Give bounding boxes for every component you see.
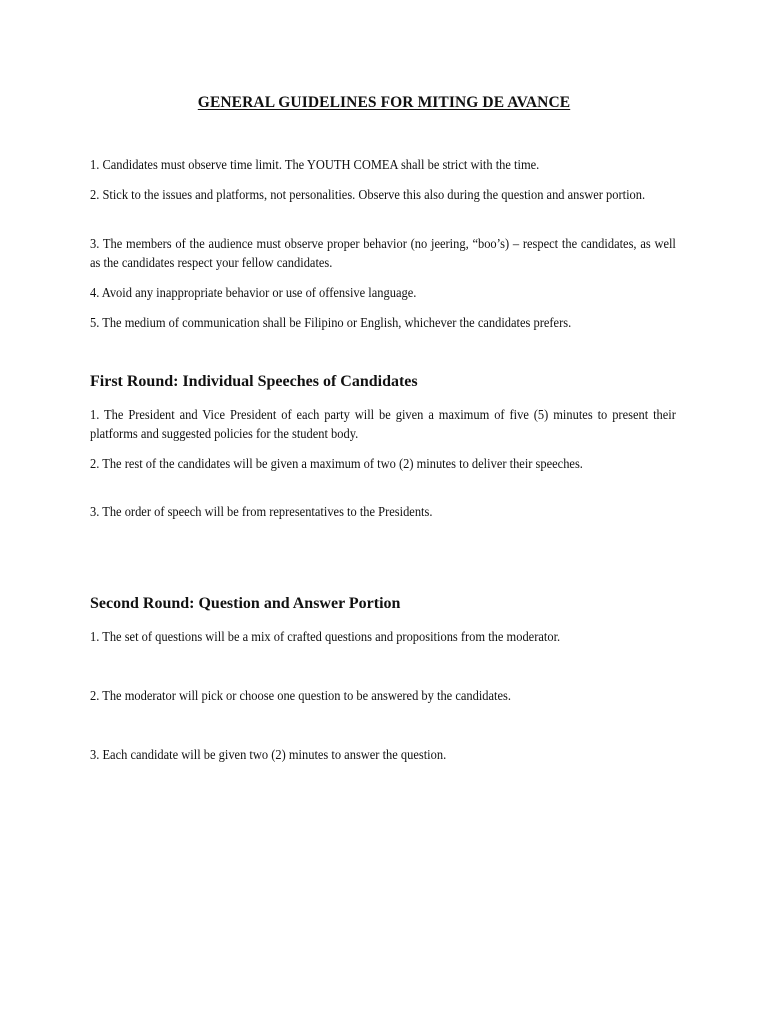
- second-round-heading: Second Round: Question and Answer Portion: [90, 595, 401, 612]
- second-round-item-2: 2. The moderator will pick or choose one question to be answered by the candidates.: [90, 688, 511, 703]
- first-round-item-3: 3. The order of speech will be from representatives to the Presidents.: [90, 504, 433, 519]
- general-rule-2: 2. Stick to the issues and platforms, not personalities. Observe this also during the question and answer portion.: [90, 187, 646, 202]
- first-round-heading: First Round: Individual Speeches of Candidates: [90, 373, 418, 390]
- first-round-item-1: 1. The President and Vice President of each party will be given a maximum of five (5) minutes to present their platforms and suggested policies for the student body.: [90, 407, 676, 441]
- general-rule-4: 4. Avoid any inappropriate behavior or use of offensive language.: [90, 285, 417, 300]
- general-rule-3: 3. The members of the audience must observe proper behavior (no jeering, “boo’s) – respect the candidates, as well as the candidates respect your fellow candidates.: [90, 236, 676, 270]
- second-round-item-3: 3. Each candidate will be given two (2) minutes to answer the question.: [90, 747, 447, 762]
- second-round-item-1: 1. The set of questions will be a mix of crafted questions and propositions from the moderator.: [90, 629, 561, 644]
- first-round-item-2: 2. The rest of the candidates will be given a maximum of two (2) minutes to deliver their speeches.: [90, 456, 583, 471]
- general-rule-5: 5. The medium of communication shall be Filipino or English, whichever the candidates prefers.: [90, 315, 572, 330]
- document-title: GENERAL GUIDELINES FOR MITING DE AVANCE: [197, 94, 571, 111]
- general-rule-1: 1. Candidates must observe time limit. The YOUTH COMEA shall be strict with the time.: [90, 157, 540, 172]
